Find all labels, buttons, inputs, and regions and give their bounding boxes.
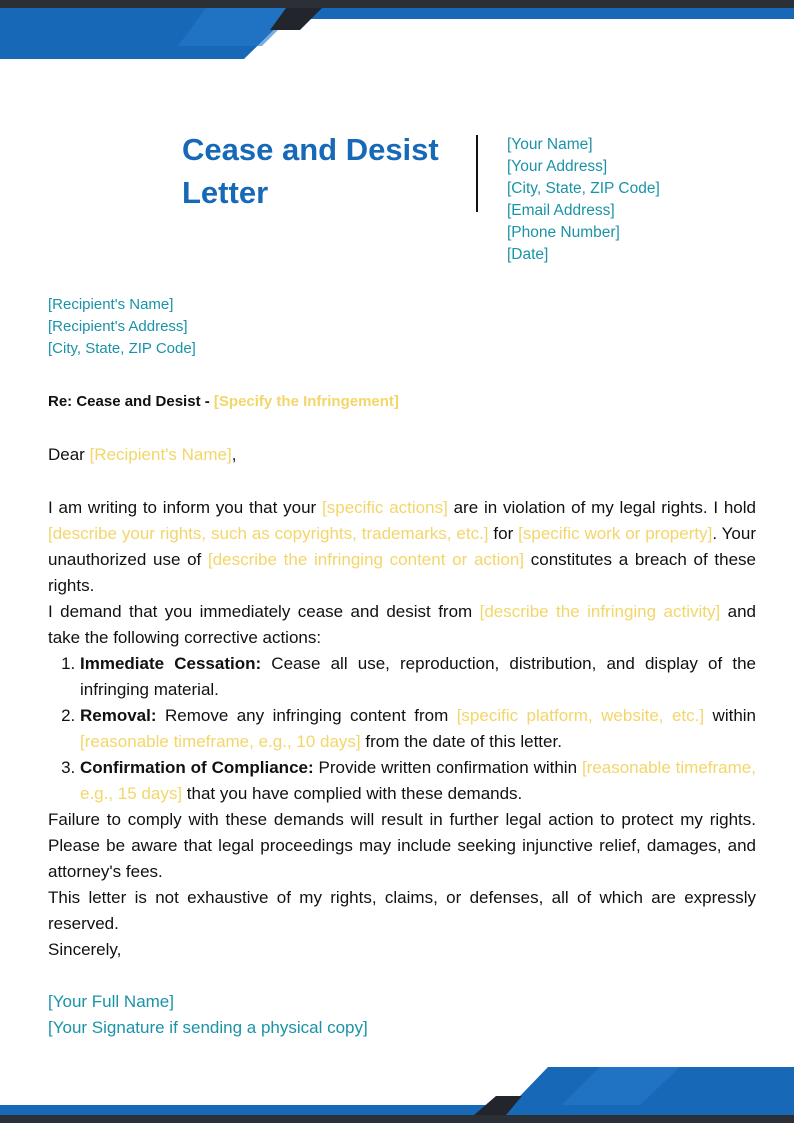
placeholder: [specific work or property] — [518, 524, 713, 543]
text: Provide written confirmation within — [313, 758, 582, 777]
sender-email: [Email Address] — [507, 202, 615, 219]
recipient-address: [Recipient's Address] — [48, 318, 188, 335]
corrective-actions-list — [48, 651, 756, 807]
sender-phone: [Phone Number] — [507, 224, 620, 241]
recipient-block — [48, 294, 196, 360]
placeholder: [reasonable timeframe, e.g., 15 days] — [80, 758, 756, 803]
top-dark-bar — [0, 0, 794, 8]
signature-block — [48, 989, 368, 1041]
subject-prefix: Re: Cease and Desist - — [48, 393, 214, 410]
signature-name: [Your Full Name] — [48, 992, 174, 1011]
action-label: Confirmation of Compliance: — [80, 758, 314, 777]
letter-body — [48, 495, 756, 963]
paragraph-consequences: Failure to comply with these demands will result in further legal action to protect my rights. Please be aware that legal proceedings may include seeking injunctive relief, damages, and attorney's fees. — [48, 810, 756, 881]
paragraph-notice — [48, 495, 756, 599]
list-item — [80, 755, 756, 807]
sender-city: [City, State, ZIP Code] — [507, 180, 660, 197]
list-item — [80, 703, 756, 755]
bottom-dark-notch — [474, 1096, 522, 1115]
text: that you have complied with these demands. — [182, 784, 523, 803]
recipient-city: [City, State, ZIP Code] — [48, 340, 196, 357]
text: are in violation of my legal rights. I hold — [447, 498, 756, 517]
top-left-blue-band — [0, 8, 296, 59]
text: Cease all use, reproduction, distribution, and display of the infringing material. — [80, 654, 756, 699]
text: Remove any infringing content from — [156, 706, 457, 725]
text: I am writing to inform you that your — [48, 498, 323, 517]
top-left-blue-highlight — [178, 8, 300, 46]
text: from the date of this letter. — [360, 732, 562, 751]
greeting-placeholder: [Recipient's Name] — [89, 445, 232, 464]
text: . Your unauthorized use of — [48, 524, 756, 569]
greeting-suffix: , — [231, 445, 237, 464]
bottom-right-blue-band — [494, 1067, 794, 1123]
greeting — [48, 445, 236, 465]
top-blue-bar — [0, 8, 794, 19]
signature-note: [Your Signature if sending a physical copy] — [48, 1018, 368, 1037]
placeholder: [describe the infringing content or action] — [207, 550, 525, 569]
sender-name: [Your Name] — [507, 136, 593, 153]
sender-block — [507, 134, 660, 266]
list-item — [80, 651, 756, 703]
paragraph-reservation: This letter is not exhaustive of my rights, claims, or defenses, all of which are expressly reserved. — [48, 888, 756, 933]
paragraph-demand — [48, 599, 756, 651]
placeholder: [specific platform, website, etc.] — [456, 706, 705, 725]
action-label: Immediate Cessation: — [80, 654, 262, 673]
page-title: Cease and Desist Letter — [182, 132, 439, 210]
placeholder: [reasonable timeframe, e.g., 10 days] — [80, 732, 361, 751]
action-label: Removal: — [80, 706, 157, 725]
sender-date: [Date] — [507, 246, 549, 263]
sender-address: [Your Address] — [507, 158, 608, 175]
text: for — [488, 524, 519, 543]
subject-line — [48, 393, 399, 410]
bottom-right-blue-highlight — [562, 1067, 680, 1105]
closing: Sincerely, — [48, 940, 122, 959]
recipient-name: [Recipient's Name] — [48, 296, 174, 313]
greeting-prefix: Dear — [48, 445, 90, 464]
bottom-blue-bar — [0, 1105, 794, 1115]
placeholder: [describe the infringing activity] — [479, 602, 721, 621]
text: within — [704, 706, 757, 725]
placeholder: [specific actions] — [322, 498, 448, 517]
subject-placeholder: [Specify the Infringement] — [213, 393, 399, 410]
top-dark-notch — [270, 8, 322, 30]
text: constitutes a breach of these rights. — [48, 550, 756, 595]
placeholder: [describe your rights, such as copyrights, trademarks, etc.] — [48, 524, 489, 543]
text: and take the following corrective actions: — [48, 602, 756, 647]
bottom-dark-bar — [0, 1115, 794, 1123]
title-divider — [476, 135, 478, 212]
text: I demand that you immediately cease and desist from — [48, 602, 480, 621]
